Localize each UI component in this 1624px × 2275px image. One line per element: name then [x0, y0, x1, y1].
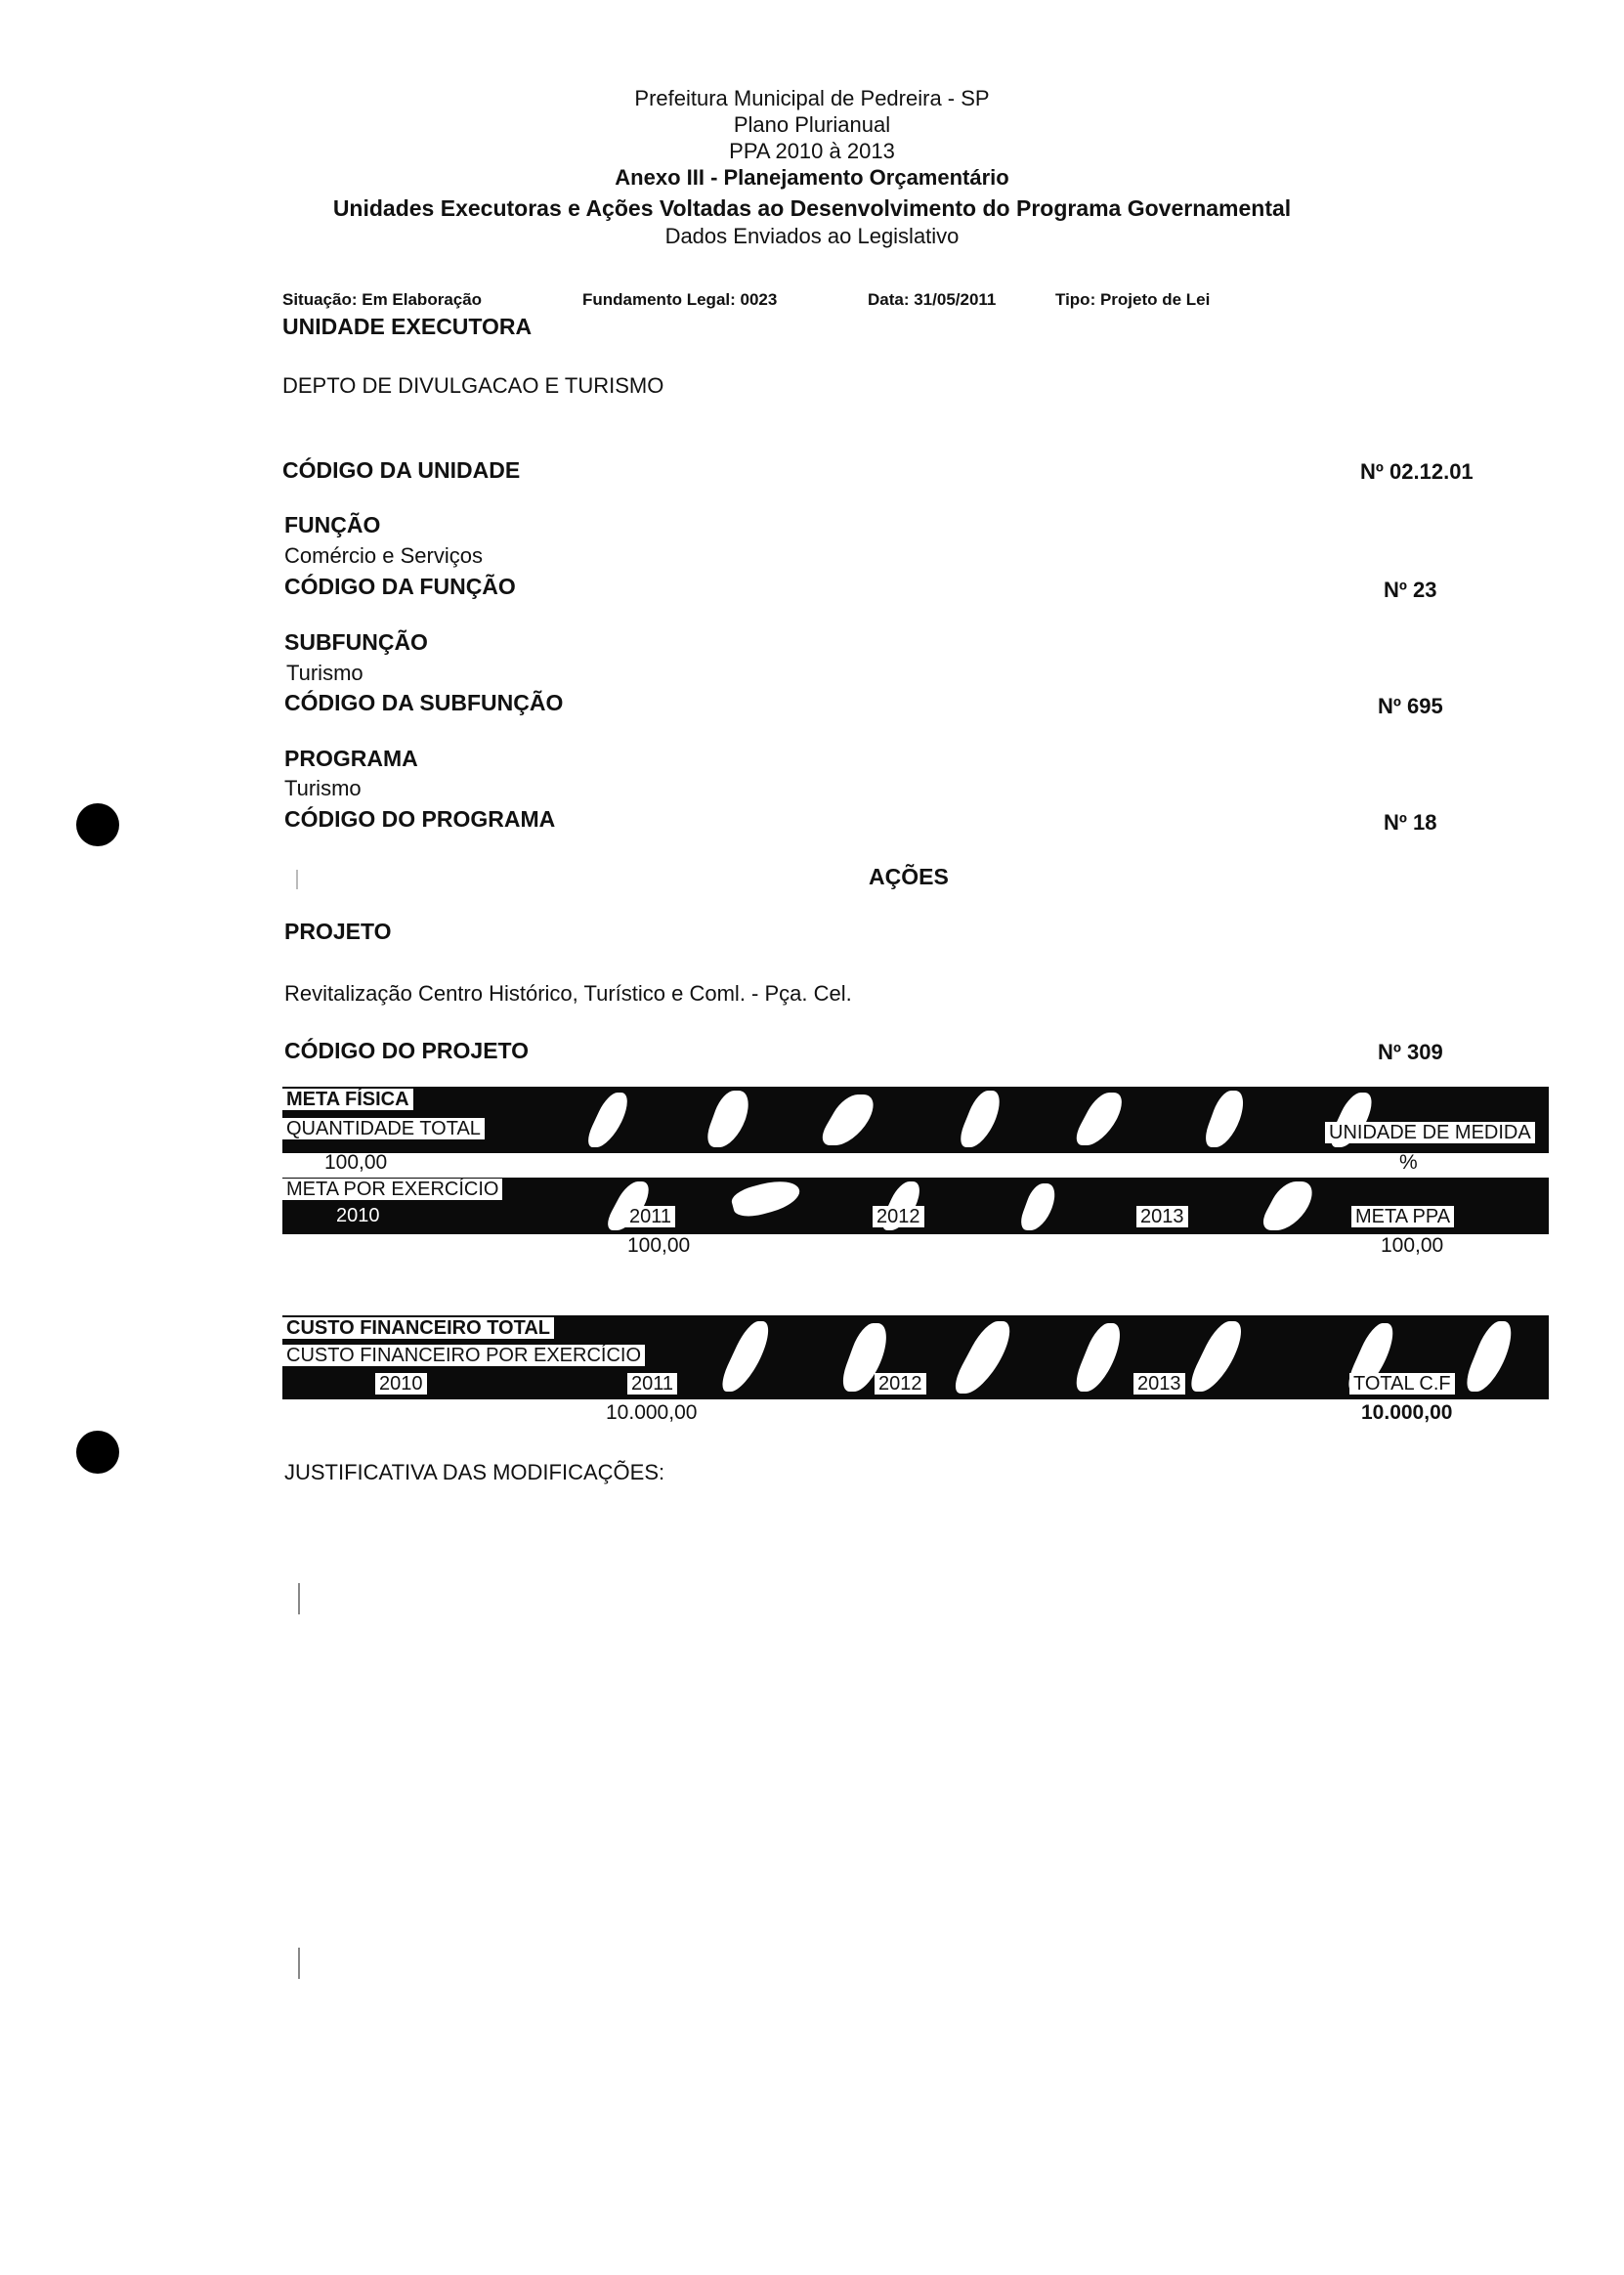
subfuncao-code: Nº 695 — [1378, 694, 1443, 718]
scan-mark — [298, 1948, 300, 1979]
custo-year-2011: 2011 — [627, 1373, 677, 1395]
acoes-heading: AÇÕES — [869, 864, 949, 889]
subfuncao-code-label: CÓDIGO DA SUBFUNÇÃO — [284, 690, 564, 715]
header-period: PPA 2010 à 2013 — [729, 139, 895, 163]
custo-2011-value: 10.000,00 — [606, 1401, 698, 1424]
programa-name: Turismo — [284, 776, 362, 800]
unidade-code-label: CÓDIGO DA UNIDADE — [282, 457, 521, 483]
justificativa-label: JUSTIFICATIVA DAS MODIFICAÇÕES: — [284, 1460, 665, 1484]
meta-ppa-value: 100,00 — [1381, 1234, 1444, 1257]
projeto-name: Revitalização Centro Histórico, Turístico e Coml. - Pça. Cel. — [284, 981, 852, 1006]
status-tipo: Tipo: Projeto de Lei — [1055, 290, 1211, 309]
meta-year-2013: 2013 — [1136, 1206, 1188, 1227]
meta-year-2012: 2012 — [873, 1206, 924, 1227]
meta-fisica-unidade-value: % — [1399, 1151, 1418, 1174]
funcao-name: Comércio e Serviços — [284, 543, 483, 568]
meta-fisica-qtd-value: 100,00 — [324, 1151, 388, 1174]
meta-2011-value: 100,00 — [627, 1234, 691, 1257]
header-plan: Plano Plurianual — [733, 112, 891, 137]
meta-fisica-unidade-label: UNIDADE DE MEDIDA — [1325, 1122, 1535, 1143]
subfuncao-heading: SUBFUNÇÃO — [284, 629, 428, 655]
unidade-code: Nº 02.12.01 — [1360, 459, 1474, 484]
programa-code-label: CÓDIGO DO PROGRAMA — [284, 806, 556, 832]
funcao-code-label: CÓDIGO DA FUNÇÃO — [284, 574, 516, 599]
funcao-heading: FUNÇÃO — [284, 512, 381, 537]
meta-year-2011: 2011 — [625, 1206, 675, 1227]
subfuncao-name: Turismo — [286, 661, 363, 685]
meta-fisica-qtd-label: QUANTIDADE TOTAL — [282, 1118, 485, 1139]
programa-heading: PROGRAMA — [284, 746, 418, 771]
scan-mark — [298, 1583, 300, 1614]
unidade-heading: UNIDADE EXECUTORA — [282, 314, 533, 339]
status-data: Data: 31/05/2011 — [868, 290, 997, 309]
custo-total-label: TOTAL C.F — [1349, 1373, 1455, 1395]
header-sent: Dados Enviados ao Legislativo — [664, 224, 960, 248]
programa-code: Nº 18 — [1384, 810, 1437, 835]
custo-total-value: 10.000,00 — [1361, 1401, 1453, 1424]
custo-exercicio-label: CUSTO FINANCEIRO POR EXERCÍCIO — [282, 1345, 645, 1366]
meta-year-2010: 2010 — [336, 1205, 380, 1226]
status-situacao: Situação: Em Elaboração — [282, 290, 483, 309]
header-annex: Anexo III - Planejamento Orçamentário — [615, 165, 1009, 190]
custo-year-2010: 2010 — [375, 1373, 427, 1395]
header-municipality: Prefeitura Municipal de Pedreira - SP — [634, 86, 990, 110]
custo-year-2013: 2013 — [1133, 1373, 1185, 1395]
funcao-code: Nº 23 — [1384, 578, 1437, 602]
header-subtitle: Unidades Executoras e Ações Voltadas ao Desenvolvimento do Programa Governamental — [332, 195, 1292, 221]
custo-heading: CUSTO FINANCEIRO TOTAL — [282, 1317, 554, 1339]
projeto-heading: PROJETO — [284, 919, 392, 944]
meta-ppa-label: META PPA — [1351, 1206, 1454, 1227]
custo-year-2012: 2012 — [875, 1373, 926, 1395]
status-fundamento: Fundamento Legal: 0023 — [582, 290, 778, 309]
projeto-code-label: CÓDIGO DO PROJETO — [284, 1038, 530, 1063]
projeto-code: Nº 309 — [1378, 1040, 1443, 1064]
meta-fisica-heading: META FÍSICA — [282, 1089, 413, 1110]
unidade-name: DEPTO DE DIVULGACAO E TURISMO — [282, 373, 664, 398]
scan-mark — [296, 870, 298, 889]
punch-hole-bottom — [76, 1431, 119, 1474]
meta-exercicio-label: META POR EXERCÍCIO — [282, 1179, 502, 1200]
punch-hole-top — [76, 803, 119, 846]
